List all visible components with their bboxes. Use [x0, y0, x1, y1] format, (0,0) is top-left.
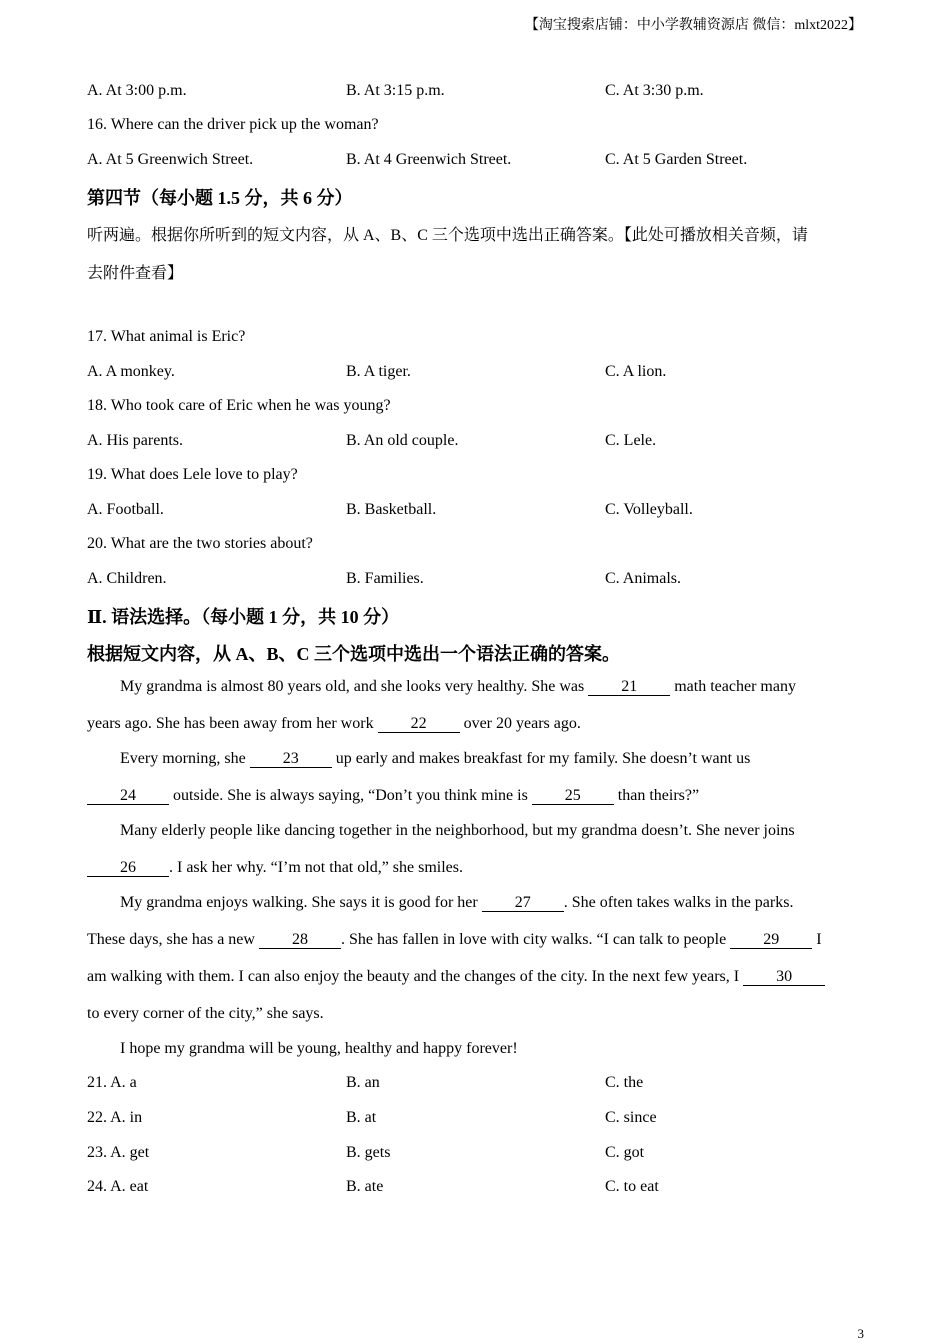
q19-option-b: B. Basketball.	[346, 501, 437, 518]
q22-option-a: 22. A. in	[87, 1109, 143, 1126]
blank-25: 25	[532, 787, 614, 805]
blank-30: 30	[743, 968, 825, 986]
q16-option-a: A. At 5 Greenwich Street.	[87, 151, 254, 168]
passage-line: My grandma is almost 80 years old, and she looks very healthy. She was 21 math teacher many	[120, 678, 796, 695]
q24-option-a: 24. A. eat	[87, 1178, 149, 1195]
q23-option-a: 23. A. get	[87, 1144, 150, 1161]
section4-instruction-2: 去附件查看】	[87, 265, 184, 282]
passage-line: 24 outside. She is always saying, “Don’t you think mine is 25 than theirs?”	[87, 787, 699, 805]
section4-title: 第四节（每小题 1.5 分，共 6 分）	[87, 188, 353, 208]
q21-option-b: B. an	[346, 1074, 380, 1091]
blank-26: 26	[87, 859, 169, 877]
blank-29: 29	[730, 931, 812, 949]
q20-stem: 20. What are the two stories about?	[87, 535, 313, 552]
q18-option-c: C. Lele.	[605, 432, 657, 449]
passage-line: I hope my grandma will be young, healthy and happy forever!	[120, 1040, 518, 1057]
q21-option-c: C. the	[605, 1074, 644, 1091]
q15-option-b: B. At 3:15 p.m.	[346, 82, 445, 99]
q23-option-c: C. got	[605, 1144, 645, 1161]
blank-23: 23	[250, 750, 332, 768]
q16-stem: 16. Where can the driver pick up the woman?	[87, 116, 379, 133]
q16-option-b: B. At 4 Greenwich Street.	[346, 151, 512, 168]
grammar-instruction: 根据短文内容，从 A、B、C 三个选项中选出一个语法正确的答案。	[87, 644, 621, 664]
page-header: 【淘宝搜索店铺：中小学教辅资源店 微信：mlxt2022】	[524, 18, 862, 33]
section4-instruction-1: 听两遍。根据你所听到的短文内容，从 A、B、C 三个选项中选出正确答案。【此处可播放相关音频，请	[87, 227, 808, 244]
page-number: 3	[857, 1326, 864, 1341]
blank-27: 27	[482, 894, 564, 912]
q19-option-a: A. Football.	[87, 501, 164, 518]
q19-stem: 19. What does Lele love to play?	[87, 466, 298, 483]
passage-line: These days, she has a new 28 . She has fallen in love with city walks. “I can talk to people 29 I	[87, 931, 822, 948]
passage-line: Many elderly people like dancing together in the neighborhood, but my grandma doesn’t. She never joins	[120, 822, 795, 839]
q24-option-b: B. ate	[346, 1178, 384, 1195]
q18-stem: 18. Who took care of Eric when he was young?	[87, 397, 391, 414]
q20-option-c: C. Animals.	[605, 570, 682, 587]
q17-option-a: A. A monkey.	[87, 363, 175, 380]
passage-line: 26 . I ask her why. “I’m not that old,” she smiles.	[87, 859, 463, 877]
q20-option-b: B. Families.	[346, 570, 424, 587]
q17-option-b: B. A tiger.	[346, 363, 411, 380]
blank-24: 24	[87, 787, 169, 805]
q18-option-b: B. An old couple.	[346, 432, 459, 449]
passage-line: am walking with them. I can also enjoy the beauty and the changes of the city. In the next few years, I 30	[87, 968, 825, 986]
q18-option-a: A. His parents.	[87, 432, 183, 449]
passage-line: years ago. She has been away from her work 22 over 20 years ago.	[87, 715, 581, 732]
q16-option-c: C. At 5 Garden Street.	[605, 151, 748, 168]
q24-option-c: C. to eat	[605, 1178, 659, 1195]
passage-line: to every corner of the city,” she says.	[87, 1005, 324, 1022]
q17-stem: 17. What animal is Eric?	[87, 328, 246, 345]
passage-line: Every morning, she 23 up early and makes breakfast for my family. She doesn’t want us	[120, 750, 751, 767]
q15-option-c: C. At 3:30 p.m.	[605, 82, 704, 99]
q19-option-c: C. Volleyball.	[605, 501, 693, 518]
passage-line: My grandma enjoys walking. She says it is good for her 27 . She often takes walks in the parks.	[120, 894, 794, 911]
q22-option-c: C. since	[605, 1109, 657, 1126]
q22-option-b: B. at	[346, 1109, 377, 1126]
q17-option-c: C. A lion.	[605, 363, 667, 380]
blank-22: 22	[378, 715, 460, 733]
blank-28: 28	[259, 931, 341, 949]
q21-option-a: 21. A. a	[87, 1074, 137, 1091]
q20-option-a: A. Children.	[87, 570, 167, 587]
q15-option-a: A. At 3:00 p.m.	[87, 82, 187, 99]
grammar-title: Ⅱ. 语法选择。（每小题 1 分，共 10 分）	[87, 607, 400, 627]
q23-option-b: B. gets	[346, 1144, 391, 1161]
blank-21: 21	[588, 678, 670, 696]
